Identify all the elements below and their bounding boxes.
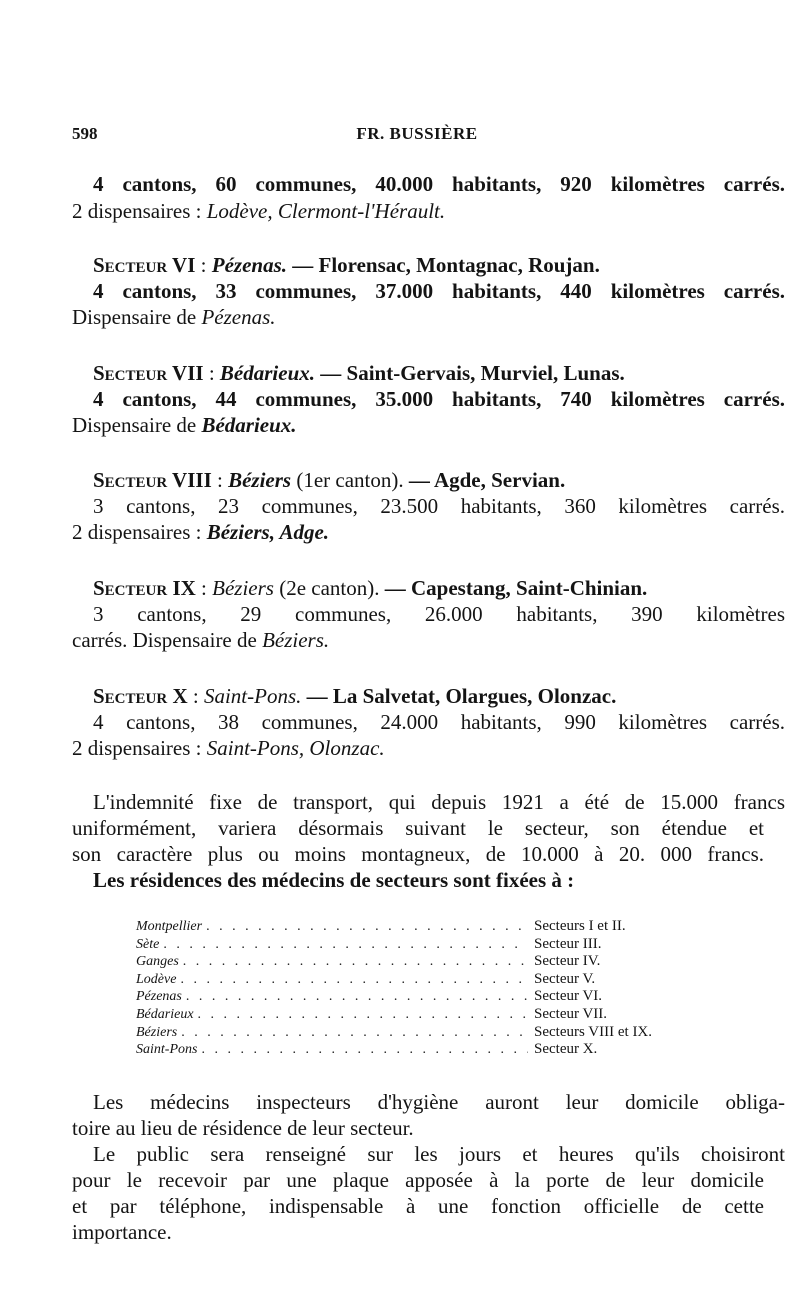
dot-leader <box>182 988 528 1006</box>
residence-list <box>136 918 696 1059</box>
dot-leader <box>179 953 528 971</box>
sector6-dispensary-line: Dispensaire de Pézenas. <box>72 305 276 329</box>
sector10-label: Secteur X <box>93 684 188 708</box>
sector7-communes: — Saint-Gervais, Murviel, Lunas. <box>315 361 625 385</box>
residence-sector: Secteur V. <box>534 970 596 987</box>
residence-row <box>136 953 696 971</box>
residence-place: Montpellier <box>136 919 203 934</box>
sector8-heading: Secteur VIII : Béziers (1er canton). — Agde, Servian. <box>93 468 566 492</box>
sector8-dispensaries-places: Béziers, Adge. <box>206 520 330 544</box>
residence-row <box>136 1024 696 1042</box>
sector6-communes: — Florensac, Montagnac, Roujan. <box>287 253 600 277</box>
sector6-heading: Secteur VI : Pézenas. — Florensac, Montagnac, Roujan. <box>93 253 600 277</box>
sector10-heading: Secteur X : Saint-Pons. — La Salvetat, Olargues, Olonzac. <box>93 684 617 708</box>
sector7-stats-line: 4 cantons, 44 communes, 35.000 habitants, 740 kilomètres carrés. <box>93 387 785 411</box>
sector7-seat: Bédarieux. <box>219 361 316 385</box>
residence-place: Saint-Pons <box>136 1042 198 1058</box>
residence-sector: Secteur III. <box>534 935 602 952</box>
dot-leader <box>177 1024 528 1042</box>
sector10-stats-line: 4 cantons, 38 communes, 24.000 habitants, 990 kilomètres carrés. <box>93 710 785 734</box>
running-title: FR. BUSSIÈRE <box>356 124 478 143</box>
sector8-canton: (1er canton). <box>291 468 404 492</box>
dot-leader <box>194 1006 528 1024</box>
sector8-dispensaries-line: 2 dispensaires : Béziers, Adge. <box>72 520 330 544</box>
residence-place: Sète <box>136 936 160 952</box>
sector8-communes: — Agde, Servian. <box>403 468 566 492</box>
dot-leader <box>176 971 528 989</box>
dot-leader <box>197 1041 528 1059</box>
sector9-communes: — Capestang, Saint-Chinian. <box>379 576 648 600</box>
sector6-seat: Pézenas. <box>211 253 287 277</box>
dispensaries-places: Lodève, Clermont-l'Hérault. <box>206 199 446 223</box>
page-header <box>72 124 762 150</box>
sector9-dispensary-place: Béziers. <box>262 628 330 652</box>
sector5-stats-line: 4 cantons, 60 communes, 40.000 habitants, 920 kilomètres carrés. <box>93 172 785 196</box>
residence-row <box>136 918 696 936</box>
residence-row <box>136 988 696 1006</box>
residence-row <box>136 971 696 989</box>
sector10-seat: Saint-Pons. <box>203 684 302 708</box>
residence-sector: Secteur VI. <box>534 988 603 1005</box>
dot-leader <box>159 936 528 954</box>
sector9-canton: (2e canton). <box>273 576 380 600</box>
public-line-1: Le public sera renseigné sur les jours et heures qu'ils choisiront <box>93 1142 785 1166</box>
residence-sector: Secteur IV. <box>534 953 601 970</box>
sector9-stats-line: 3 cantons, 29 communes, 26.000 habitants, 390 kilomètres <box>93 602 785 626</box>
allowance-line-2: uniformément, variera désormais suivant le secteur, son étendue et <box>72 816 764 840</box>
sector10-dispensaries-line: 2 dispensaires : Saint-Pons, Olonzac. <box>72 736 385 760</box>
sector9-label: Secteur IX <box>93 576 196 600</box>
sector7-dispensary-line: Dispensaire de Bédarieux. <box>72 413 297 437</box>
sector9-dispensary-line: carrés. Dispensaire de Béziers. <box>72 628 330 652</box>
page-number: 598 <box>72 124 98 143</box>
sector10-communes: — La Salvetat, Olargues, Olonzac. <box>301 684 617 708</box>
inspectors-line-1: Les médecins inspecteurs d'hygiène auront leur domicile obliga- <box>93 1090 785 1114</box>
residence-row <box>136 936 696 954</box>
sector7-heading: Secteur VII : Bédarieux. — Saint-Gervais, Murviel, Lunas. <box>93 361 625 385</box>
allowance-line-3: son caractère plus ou moins montagneux, de 10.000 à 20. 000 francs. <box>72 842 764 866</box>
allowance-line-1: L'indemnité fixe de transport, qui depuis 1921 a été de 15.000 francs <box>93 790 785 814</box>
residence-sector: Secteur X. <box>534 1041 598 1058</box>
sector6-label: Secteur VI <box>93 253 196 277</box>
residence-sector: Secteur VII. <box>534 1005 608 1022</box>
residence-place: Lodève <box>136 971 177 987</box>
residence-row <box>136 1041 696 1059</box>
residence-place: Pézenas <box>136 989 182 1005</box>
public-line-3: et par téléphone, indispensable à une fonction officielle de cette <box>72 1194 764 1218</box>
sector9-seat: Béziers <box>212 576 274 600</box>
sector8-label: Secteur VIII <box>93 468 212 492</box>
sector10-dispensaries-places: Saint-Pons, Olonzac. <box>206 736 385 760</box>
residence-place: Ganges <box>136 954 179 970</box>
sector5-dispensaries-line <box>72 199 764 223</box>
residence-row <box>136 1006 696 1024</box>
sector6-stats-line: 4 cantons, 33 communes, 37.000 habitants, 440 kilomètres carrés. <box>93 279 785 303</box>
sector7-label: Secteur VII <box>93 361 204 385</box>
sector8-seat: Béziers <box>228 468 292 492</box>
sector8-stats-line: 3 cantons, 23 communes, 23.500 habitants, 360 kilomètres carrés. <box>93 494 785 518</box>
residence-place: Bédarieux <box>136 1006 194 1022</box>
sector7-dispensary-place: Bédarieux. <box>201 413 297 437</box>
residence-place: Béziers <box>136 1024 178 1040</box>
public-line-2: pour le recevoir par une plaque apposée à la porte de leur domicile <box>72 1168 764 1192</box>
inspectors-line-2: toire au lieu de résidence de leur secteur. <box>72 1116 414 1140</box>
residences-intro: Les résidences des médecins de secteurs sont fixées à : <box>93 868 575 892</box>
public-line-4: importance. <box>72 1220 172 1244</box>
dot-leader <box>202 918 528 936</box>
sector9-heading: Secteur IX : Béziers (2e canton). — Capestang, Saint-Chinian. <box>93 576 648 600</box>
residence-sector: Secteurs I et II. <box>534 918 626 934</box>
dispensaries-prefix: 2 dispensaires : <box>72 199 207 223</box>
sector6-dispensary-place: Pézenas. <box>201 305 276 329</box>
residence-sector: Secteurs VIII et IX. <box>534 1023 653 1040</box>
